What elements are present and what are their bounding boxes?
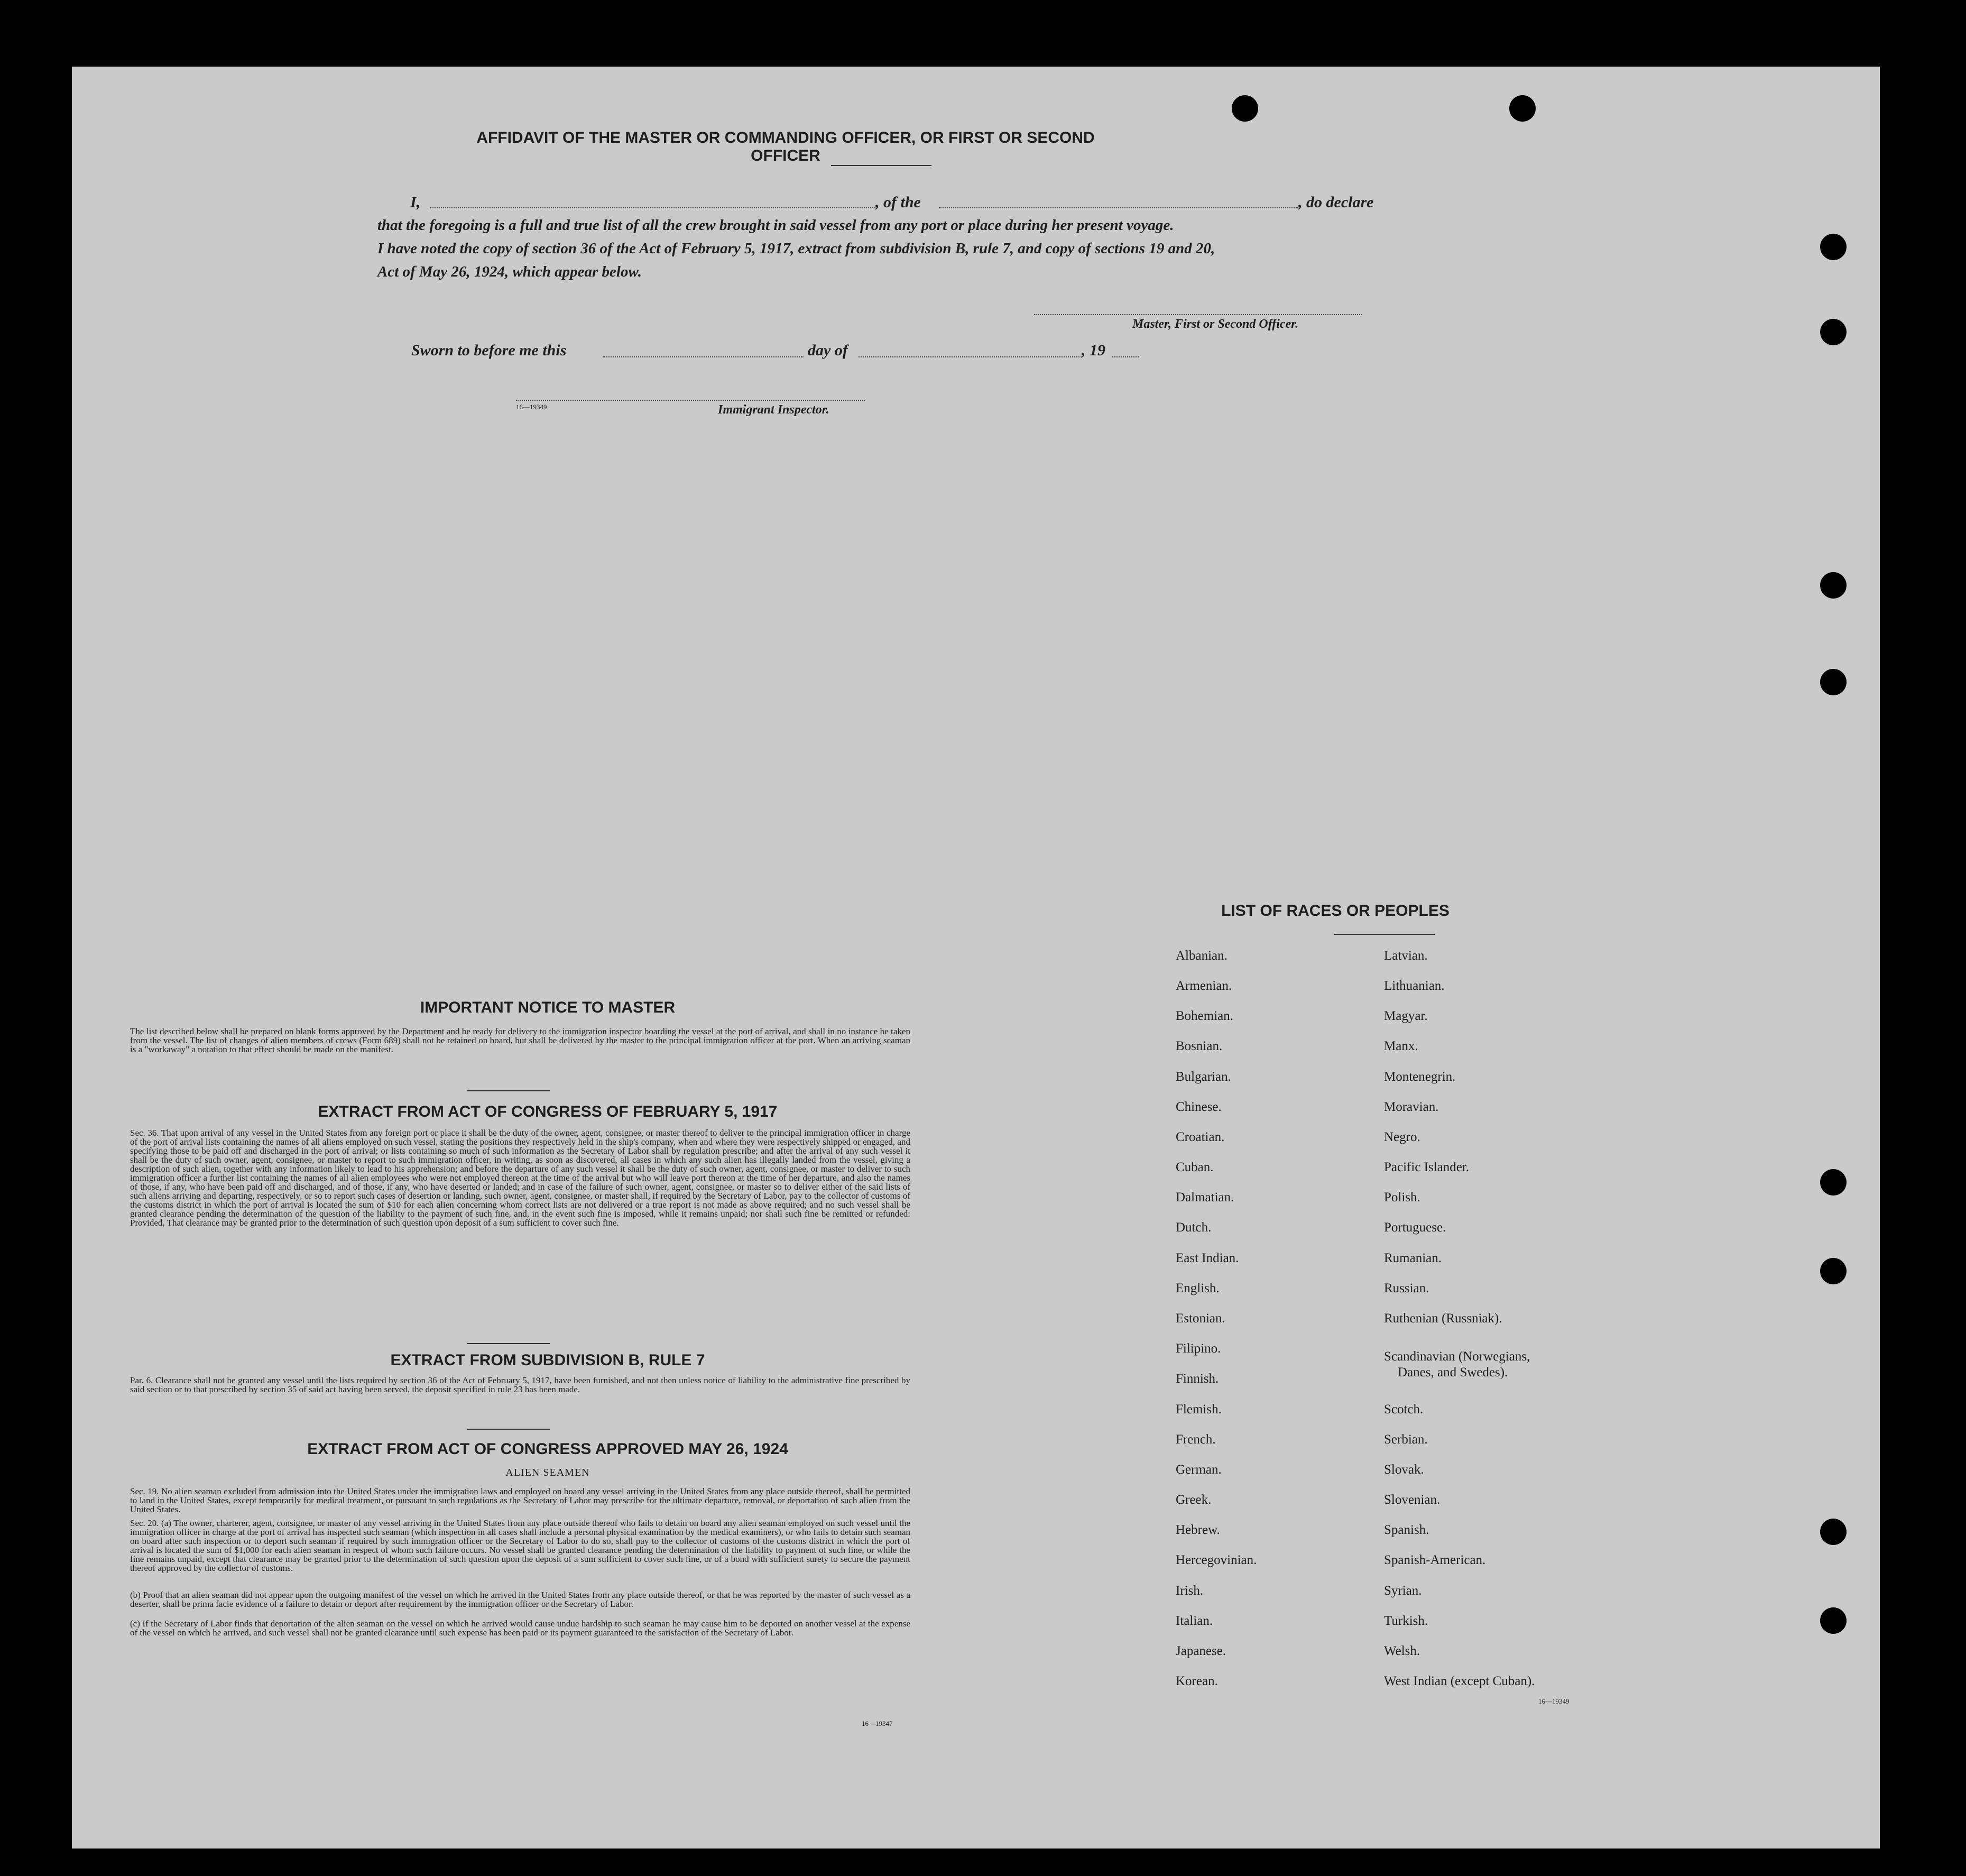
notice-text: The list described below shall be prepared on blank forms approved by the Department and be ready for delivery to the immigration inspector boarding the vessel at the port of arrival, and shall in no instance be taken from the vessel. The list of changes of alien members of crews (Form 689) shall not be retained on board, but shall be delivered by the master to the principal immigration officer at the port. When an arriving seaman is a "workaway" a notation to that effect should be made on the manifest.: [130, 1026, 910, 1054]
race-item: Bulgarian.: [1176, 1070, 1231, 1084]
race-item: Serbian.: [1384, 1432, 1428, 1447]
extract-1924-title: EXTRACT FROM ACT OF CONGRESS APPROVED MAY 26, 1924: [307, 1440, 788, 1458]
extract-rule7-title: EXTRACT FROM SUBDIVISION B, RULE 7: [390, 1351, 705, 1369]
vessel-blank: [939, 207, 1298, 208]
race-item: Bosnian.: [1176, 1039, 1223, 1053]
race-item: Chinese.: [1176, 1100, 1222, 1114]
extract-rule7-text: Par. 6. Clearance shall not be granted any vessel until the lists required by section 36 of the Act of February 5, 1917, have been furnished, and not then unless notice of liability to the administrative fine prescribed by said section or to that prescribed by section 35 of said act having been served, the deposit specified in rule 23 has been made.: [130, 1375, 910, 1394]
punch-hole: [1820, 1607, 1847, 1634]
extract-1924-sec20a: Sec. 20. (a) The owner, charterer, agent, consignee, or master of any vessel arriving in the United States from any place outside thereof who fails to detain on board any alien seaman employed on such vessel until the immigration officer in charge at the port of arrival has inspected such seaman (which inspection in all cases shall include a personal physical examination by the medical examiners), or who fails to detain such seaman on board after such inspection or to deport such seaman if required by such immigration officer or the Secretary of Labor to do so, shall pay to the collector of customs of the customs district in which the port of arrival is located the sum of $1,000 for each alien seaman in respect of whom such failure occurs. No vessel shall be granted clearance pending the determination of the liability to payment of such fine, or while the fine remains unpaid, except that clearance may be granted prior to the determination of such question upon the deposit of a sum sufficient to cover such fine, or of a bond with sufficient surety to secure the payment thereof approved by the collector of customs.: [130, 1518, 910, 1573]
race-item: East Indian.: [1176, 1251, 1239, 1265]
race-item: Scandinavian (Norwegians,: [1384, 1349, 1530, 1364]
race-item: Manx.: [1384, 1039, 1418, 1053]
race-item: Finnish.: [1176, 1372, 1219, 1386]
race-item: Ruthenian (Russniak).: [1384, 1311, 1502, 1326]
extract-1924-sec19: Sec. 19. No alien seaman excluded from admission into the United States under the immigration laws and employed on board any vessel arriving in the United States from any place outside thereof, shall be permitted to land in the United States, except temporarily for medical treatment, or pursuant to such regulations as the Secretary of Labor may prescribe for the ultimate departure, removal, or deportation of such alien from the United States.: [130, 1486, 910, 1514]
race-item: Scotch.: [1384, 1402, 1424, 1417]
notice-title: IMPORTANT NOTICE TO MASTER: [420, 999, 676, 1016]
punch-hole: [1820, 319, 1847, 345]
inspector-line: [516, 400, 865, 401]
race-item: Russian.: [1384, 1281, 1429, 1295]
race-item: Italian.: [1176, 1614, 1213, 1628]
month-blank: [859, 356, 1082, 357]
punch-hole: [1820, 1519, 1847, 1545]
punch-hole: [1820, 669, 1847, 695]
year-label: , 19: [1082, 342, 1105, 359]
race-item: Rumanian.: [1384, 1251, 1442, 1265]
race-item: English.: [1176, 1281, 1220, 1295]
race-item: Magyar.: [1384, 1009, 1428, 1023]
title-rule: [831, 165, 931, 166]
i-label: I,: [410, 194, 421, 211]
divider: [467, 1090, 550, 1091]
race-item: Irish.: [1176, 1584, 1204, 1598]
affidavit-line-1: that the foregoing is a full and true list of all the crew brought in said vessel from any port or place during her present voyage.: [377, 217, 1174, 234]
races-title-rule: [1334, 934, 1435, 935]
year-blank: [1112, 356, 1139, 357]
race-item: Syrian.: [1384, 1584, 1422, 1598]
race-item: Albanian.: [1176, 949, 1227, 963]
race-item: Dutch.: [1176, 1220, 1212, 1235]
name-blank: [430, 207, 875, 208]
day-of-label: day of: [808, 342, 848, 359]
signature-line: [1034, 314, 1362, 315]
race-item: Turkish.: [1384, 1614, 1428, 1628]
race-item: Welsh.: [1384, 1644, 1420, 1658]
race-item: Dalmatian.: [1176, 1190, 1234, 1204]
race-item: Flemish.: [1176, 1402, 1222, 1417]
punch-hole: [1820, 1258, 1847, 1284]
form-number-bottom: 16—19347: [862, 1719, 893, 1727]
race-item: Slovak.: [1384, 1463, 1424, 1477]
race-item: Armenian.: [1176, 979, 1232, 993]
race-item: Hebrew.: [1176, 1523, 1220, 1537]
day-blank: [603, 356, 804, 357]
divider: [467, 1429, 550, 1430]
race-item: Japanese.: [1176, 1644, 1226, 1658]
extract-1924-sec20c: (c) If the Secretary of Labor finds that deportation of the alien seaman on the vessel on which he arrived would cause undue hardship to such seaman he may cause him to be deported on another vessel at the expense of the vessel on which he arrived, and such vessel shall not be granted clearance until such expense has been paid or its payment guaranteed to the satisfaction of the Secretary of Labor.: [130, 1618, 910, 1638]
race-item: Moravian.: [1384, 1100, 1439, 1114]
affidavit-line-3: Act of May 26, 1924, which appear below.: [377, 263, 642, 280]
punch-hole: [1509, 95, 1536, 122]
race-item: Latvian.: [1384, 949, 1428, 963]
race-item: Portuguese.: [1384, 1220, 1446, 1235]
form-number-races: 16—19349: [1538, 1697, 1570, 1705]
extract-1917-title: EXTRACT FROM ACT OF CONGRESS OF FEBRUARY 5, 1917: [318, 1103, 778, 1120]
sworn-label: Sworn to before me this: [411, 342, 567, 359]
form-sheet: [72, 67, 1880, 1849]
race-item: French.: [1176, 1432, 1216, 1447]
race-item: Lithuanian.: [1384, 979, 1445, 993]
do-declare-label: , do declare: [1298, 194, 1374, 211]
punch-hole: [1820, 1169, 1847, 1196]
inspector-caption: Immigrant Inspector.: [718, 403, 829, 417]
race-item: Spanish-American.: [1384, 1553, 1486, 1567]
race-item: Croatian.: [1176, 1130, 1225, 1144]
race-item: Polish.: [1384, 1190, 1420, 1204]
punch-hole: [1820, 234, 1847, 260]
race-item: Negro.: [1384, 1130, 1420, 1144]
race-item: Hercegovinian.: [1176, 1553, 1257, 1567]
form-number-top: 16—19349: [516, 403, 547, 411]
race-item: Greek.: [1176, 1493, 1212, 1507]
punch-hole: [1820, 572, 1847, 599]
race-item: Bohemian.: [1176, 1009, 1234, 1023]
race-item: West Indian (except Cuban).: [1384, 1674, 1535, 1688]
races-title: LIST OF RACES OR PEOPLES: [1221, 902, 1450, 919]
race-item: German.: [1176, 1463, 1222, 1477]
race-item: Spanish.: [1384, 1523, 1429, 1537]
race-item: Danes, and Swedes).: [1398, 1365, 1508, 1380]
of-the-label: , of the: [875, 194, 921, 211]
race-item: Korean.: [1176, 1674, 1218, 1688]
race-item: Estonian.: [1176, 1311, 1225, 1326]
divider: [467, 1343, 550, 1344]
extract-1924-subtitle: ALIEN SEAMEN: [505, 1467, 590, 1478]
race-item: Cuban.: [1176, 1160, 1214, 1174]
affidavit-line-2: I have noted the copy of section 36 of the Act of February 5, 1917, extract from subdivision B, rule 7, and copy of sections 19 and 20,: [377, 240, 1215, 257]
extract-1917-text: Sec. 36. That upon arrival of any vessel in the United States from any foreign port or place it shall be the duty of the owner, agent, consignee, or master thereof to deliver to the principal immigration officer in charge of the port of arrival lists containing the names of all aliens employed on such vessel, stating the positions they respectively held in the ship's company, when and where they were respectively shipped or engaged, and specifying those to be paid off and discharged in the port of arrival; or lists containing so much of such information as the Secretary of Labor shall by regulation prescribe; and after the arrival of any such vessel it shall be the duty of such owner, agent, consignee, or master to report to such immigration officer, in writing, as soon as discovered, all cases in which any such alien has illegally landed from the vessel, giving a description of such alien, together with any information likely to lead to his apprehension; and before the departure of any such vessel it shall be the duty of such owner, agent, consignee, or master to deliver to such immigration officer a further list containing the names of all alien employees who were not employed thereon at the time of the arrival but who will leave port thereon at the time of her departure, and also the names of those, if any, who have been paid off and discharged, and of those, if any, who have deserted or landed; and in case of the failure of such owner, agent, consignee, or master so to deliver either of the said lists of such aliens arriving and departing, respectively, or so to report such cases of desertion or landing, such owner, agent, consignee, or master shall, if required by the Secretary of Labor, pay to the collector of customs of the customs district in which the port of arrival is located the sum of $10 for each alien concerning whom correct lists are not delivered or a true report is not made as above required; and no such vessel shall be granted clearance pending the determination of the question of the liability to the payment of such fine, and, in the event such fine is imposed, while it remains unpaid; nor shall such fine be remitted or refunded: Provided, That clearance may be granted prior to the determination of such question upon deposit of a sum sufficient to cover such fine.: [130, 1128, 910, 1228]
signature-caption: Master, First or Second Officer.: [1132, 317, 1299, 331]
race-item: Montenegrin.: [1384, 1070, 1456, 1084]
affidavit-title: AFFIDAVIT OF THE MASTER OR COMMANDING OFFICER, OR FIRST OR SECOND OFFICER: [476, 129, 1095, 164]
race-item: Slovenian.: [1384, 1493, 1441, 1507]
punch-hole: [1232, 95, 1258, 122]
race-item: Pacific Islander.: [1384, 1160, 1470, 1174]
extract-1924-sec20b: (b) Proof that an alien seaman did not appear upon the outgoing manifest of the vessel on which he arrived in the United States from any place outside thereof, or that he was reported by the master of such vessel as a deserter, shall be prima facie evidence of a failure to detain or deport after requirement by the immigration officer or the Secretary of Labor.: [130, 1590, 910, 1609]
race-item: Filipino.: [1176, 1341, 1221, 1356]
